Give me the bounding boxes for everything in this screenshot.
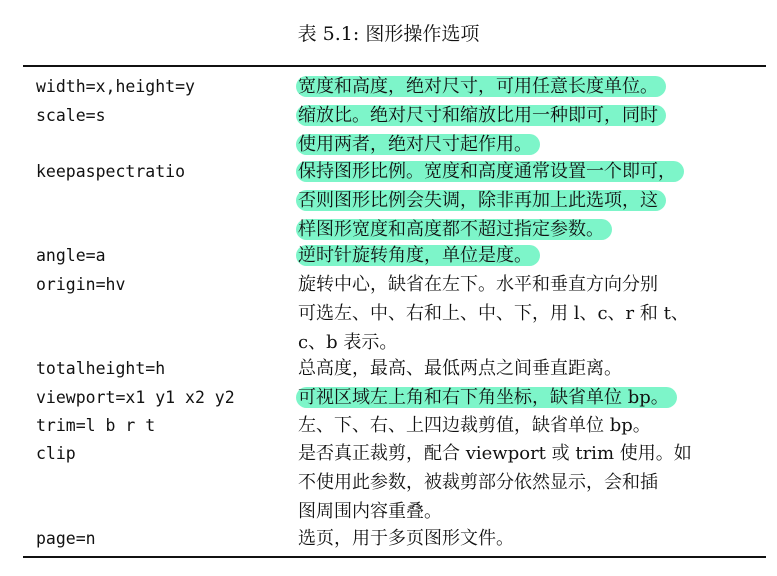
top-rule: [23, 65, 766, 67]
option-description: [298, 524, 760, 553]
option-description: [298, 72, 760, 101]
description-line: 旋转中心，缺省在左下。水平和垂直方向分别: [298, 274, 658, 295]
option-description: [298, 354, 760, 383]
highlighted-text: 可视区域左上角和右下角坐标，缺省单位 bp。: [296, 387, 677, 408]
option-description: [298, 383, 760, 412]
option-name: keepaspectratio: [36, 162, 186, 181]
description-line: 不使用此参数，被裁剪部分依然显示，会和插: [298, 472, 658, 493]
option-name: scale=s: [36, 106, 106, 125]
highlighted-text: 使用两者，绝对尺寸起作用。: [296, 134, 540, 155]
highlighted-text: 宽度和高度，绝对尺寸，可用任意长度单位。: [296, 76, 666, 97]
option-description: [298, 157, 760, 244]
description-line: 左、下、右、上四边裁剪值，缺省单位 bp。: [298, 415, 651, 436]
description-line: 可选左、中、右和上、中、下，用 l、c、r 和 t、: [298, 303, 689, 324]
option-name: trim=l b r t: [36, 416, 156, 435]
highlighted-text: 否则图形比例会失调，除非再加上此选项，这: [296, 190, 666, 211]
option-description: [298, 270, 760, 357]
highlighted-text: 样图形宽度和高度都不超过指定参数。: [296, 219, 612, 240]
highlighted-text: 逆时针旋转角度，单位是度。: [296, 245, 540, 266]
option-description: [298, 439, 760, 526]
option-description: [298, 241, 760, 270]
description-line: 是否真正裁剪，配合 viewport 或 trim 使用。如: [298, 443, 692, 464]
option-name: viewport=x1 y1 x2 y2: [36, 388, 235, 407]
option-name: page=n: [36, 529, 96, 548]
highlighted-text: 保持图形比例。宽度和高度通常设置一个即可，: [296, 161, 684, 182]
option-name: angle=a: [36, 246, 106, 265]
option-description: [298, 411, 760, 440]
description-line: c、b 表示。: [298, 332, 398, 353]
description-line: 总高度，最高、最低两点之间垂直距离。: [298, 358, 622, 379]
table-caption: 表 5.1: 图形操作选项: [297, 23, 480, 45]
description-line: 图周围内容重叠。: [298, 501, 442, 522]
option-name: origin=hv: [36, 275, 126, 294]
option-name: width=x,height=y: [36, 77, 195, 96]
option-name: totalheight=h: [36, 359, 166, 378]
option-name: clip: [36, 444, 76, 463]
highlighted-text: 缩放比。绝对尺寸和缩放比用一种即可，同时: [296, 105, 666, 126]
description-line: 选页，用于多页图形文件。: [298, 528, 514, 549]
bottom-rule: [23, 556, 766, 558]
option-description: [298, 101, 760, 159]
